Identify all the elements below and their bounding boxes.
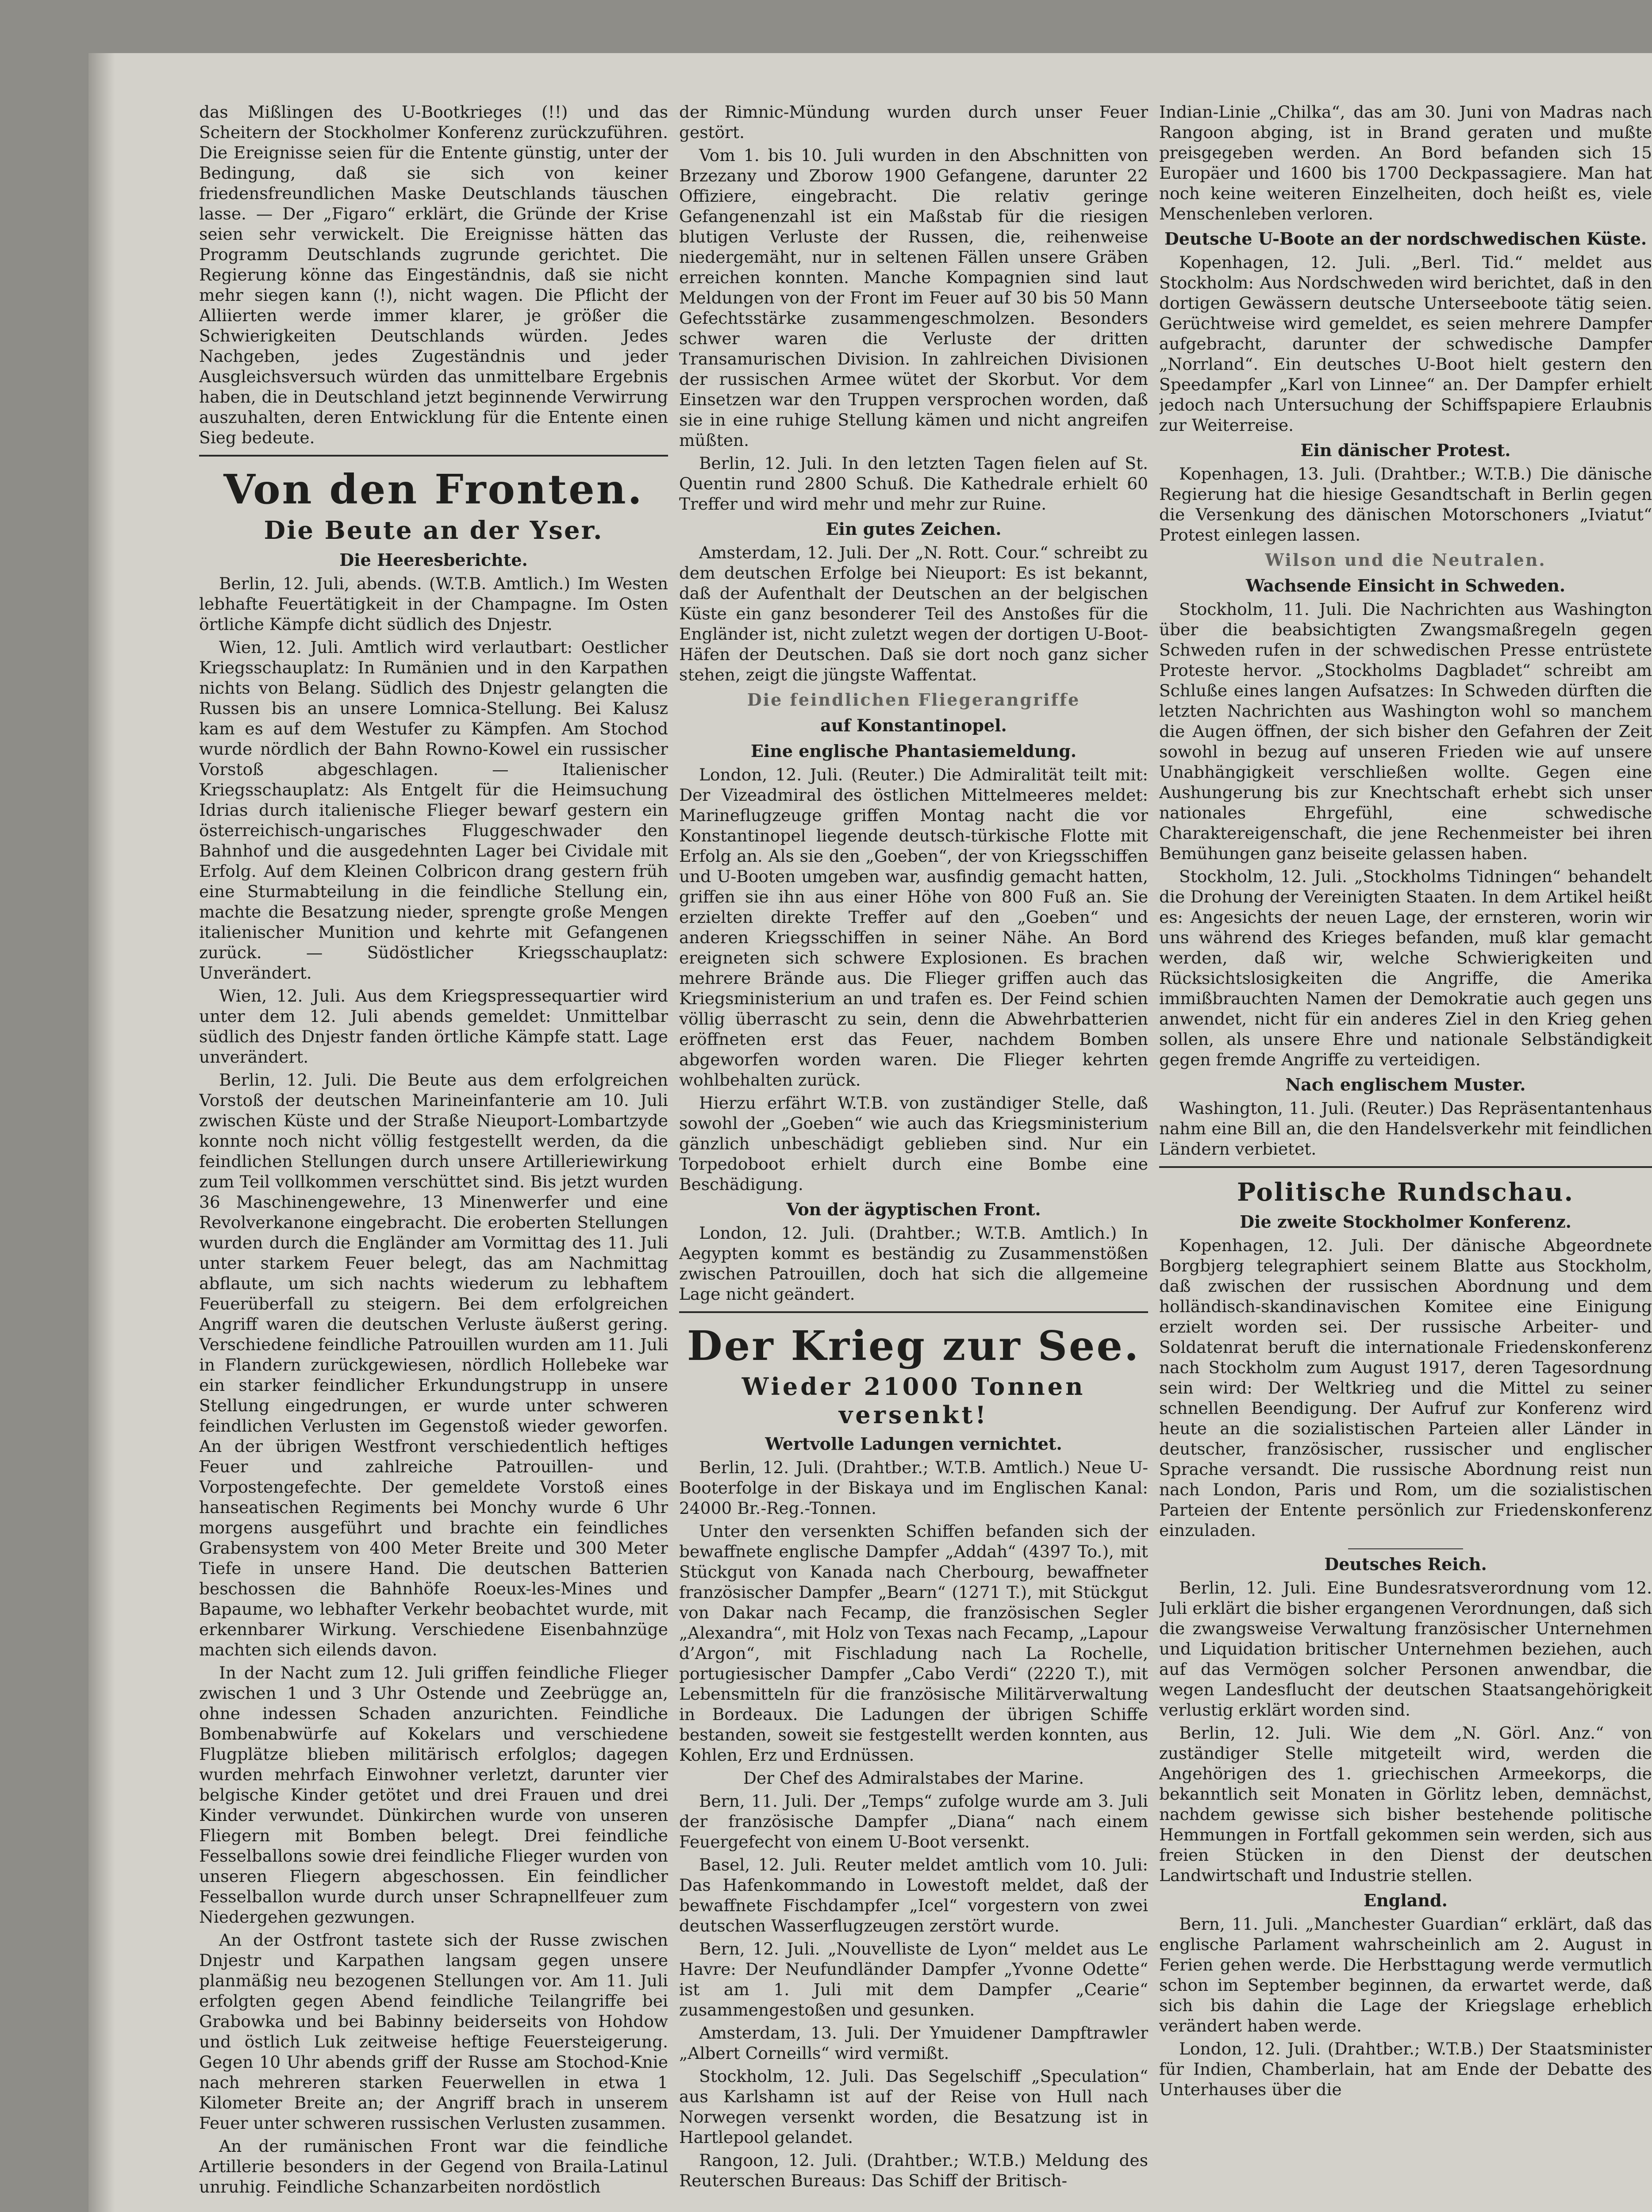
subheading: Wertvolle Ladungen vernichtet. (765, 1434, 1062, 1454)
subheading: Nach englischem Muster. (1285, 1075, 1526, 1094)
section-headline: Der Krieg zur See. (687, 1322, 1141, 1370)
article-text: An der Ostfront tastete sich der Russe zwischen Dnjestr und Karpathen langsam gegen unsere planmäßig neu bezogenen Stellungen vor. Am 11. Juli erfolgten gegen Abend feindliche Teilangriffe bei Grabowka und bei Babinny beiderseits von Hohdow und östlich Luk zeitweise heftige Feuersteigerung. Gegen 10 Uhr abends griff der Russe am Stochod-Knie nach mehreren starken Feuerwellen in etwa 1 Kilometer Breite an; der Angriff brach in unserem Feuer unter schweren russischen Verlusten zusammen. (199, 1930, 668, 2133)
article-text: Hierzu erfährt W.T.B. von zuständiger Stelle, daß sowohl der „Goeben“ wie auch das Kriegsministerium gänzlich unbeschädigt geblieben sind. Nur ein Torpedoboot erhielt durch eine Bombe eine Beschädigung. (679, 1093, 1148, 1194)
article-text: Berlin, 12. Juli. Die Beute aus dem erfolgreichen Vorstoß der deutschen Marineinfanterie am 10. Juli zwischen Küste und der Straße Nieuport-Lombartzyde konnte noch nicht völlig festgestellt werden, da die feindlichen Stellungen durch unsere Artilleriewirkung zum Teil vollkommen verschüttet sind. Bis jetzt wurden 36 Maschinengewehre, 13 Minenwerfer und eine Revolverkanone eingebracht. Die eroberten Stellungen wurden durch die Engländer am Vormittag des 11. Juli unter starkem Feuer belegt, das am Nachmittag abflaute, um sich nachts wiederum zu lebhaftem Feuerüberfall zu steigern. Bei dem erfolgreichen Angriff waren die deutschen Verluste äußerst gering. Verschiedene feindliche Patrouillen wurden am 11. Juli in Flandern zurückgewiesen, nördlich Hollebeke war ein starker feindlicher Erkundungstrupp in unsere Stellung eingedrungen, er wurde unter schweren feindlichen Verlusten im Gegenstoß wieder geworfen. An der übrigen Westfront verschiedentlich heftiges Feuer und zahlreiche Patrouillen- und Vorpostengefechte. Der gemeldete Vorstoß eines hanseatischen Regiments bei Monchy wurde 6 Uhr morgens ausgeführt und brachte ein feindliches Grabensystem von 400 Meter Breite und 300 Meter Tiefe in unsere Hand. Die deutschen Batterien beschossen die Bahnhöfe Roeux-les-Mines und Bapaume, wo lebhafter Verkehr beobachtet wurde, mit erkennbarer Wirkung. Verschiedene Eisenbahnzüge machten sich eilends davon. (199, 1070, 668, 1659)
article-text: Berlin, 12. Juli. In den letzten Tagen fielen auf St. Quentin rund 2800 Schuß. Die Kathedrale erhielt 60 Treffer und wird mehr und mehr zur Ruine. (679, 453, 1148, 514)
article-headline: Die Beute an der Yser. (264, 516, 603, 545)
subheading: Eine englische Phantasiemeldung. (750, 741, 1077, 761)
article-text: Bern, 11. Juli. Der „Temps“ zufolge wurde am 3. Juli der französische Dampfer „Diana“ nach einem Feuergefecht von einem U-Boot versenkt. (679, 1791, 1148, 1851)
article-text: Berlin, 12. Juli. (Drahtber.; W.T.B. Amtlich.) Neue U-Booterfolge in der Biskaya und im Englischen Kanal: 24000 Br.-Reg.-Tonnen. (679, 1458, 1148, 1518)
article-headline: Wieder 21000 Tonnen versenkt! (741, 1372, 1086, 1429)
subheading: Ein gutes Zeichen. (826, 519, 1002, 539)
article-text: Kopenhagen, 12. Juli. „Berl. Tid.“ meldet aus Stockholm: Aus Nordschweden wird berichtet, daß in den dortigen Gewässern deutsche Unterseeboote tätig seien. Gerüchtweise wird gemeldet, es seien mehrere Dampfer aufgebracht, darunter der schwedische Dampfer „Norrland“. Ein deutsches U-Boot hielt gestern den Speedampfer „Karl von Linnee“ an. Der Dampfer erhielt jedoch nach Untersuchung der Schiffspapiere Erlaubnis zur Weiterreise. (1159, 253, 1652, 435)
article-text: Stockholm, 11. Juli. Die Nachrichten aus Washington über die beabsichtigten Zwangsmaßregeln gegen Schweden rufen in der schwedischen Presse entrüstete Proteste hervor. „Stockholms Dagbladet“ schreibt am Schluße eines langen Aufsatzes: In Schweden dürften die letzten Nachrichten aus Washington wohl so manchem die Augen öffnen, der sich bisher den Gefahren der Zeit sowohl in bezug auf unseren Frieden wie auf unsere Unabhängigkeit verschließen wollte. Gegen eine Aushungerung bis zur Knechtschaft erhebt sich unser nationales Ehrgefühl, eine schwedische Charaktereigenschaft, die jene Rechenmeister bei ihren Bemühungen ganz beiseite gelassen haben. (1159, 599, 1652, 863)
article-text: Washington, 11. Juli. (Reuter.) Das Repräsentantenhaus nahm eine Bill an, die den Handelsverkehr mit feindlichen Ländern verbietet. (1159, 1098, 1652, 1159)
subheading: Von der ägyptischen Front. (786, 1199, 1041, 1219)
article-text: Rangoon, 12. Juli. (Drahtber.; W.T.B.) Meldung des Reuterschen Bureaus: Das Schiff der Britisch- (679, 2151, 1148, 2190)
article-text: Vom 1. bis 10. Juli wurden in den Abschnitten von Brzezany und Zborow 1900 Gefangene, darunter 22 Offiziere, eingebracht. Die relativ geringe Gefangenenzahl ist ein Maßstab für die riesigen blutigen Verluste der Russen, die, reihenweise niedergemäht, nur in seltenen Fällen unsere Gräben erreichen konnten. Manche Kompagnien sind laut Meldungen von der Front im Feuer auf 30 bis 50 Mann Gefechtsstärke zusammengeschmolzen. Besonders schwer waren die Verluste der dritten Transamurischen Division. In zahlreichen Divisionen der russischen Armee wütet der Skorbut. Vor dem Einsetzen war den Truppen versprochen worden, daß sie in eine ruhige Stellung kämen und nicht angreifen müßten. (679, 146, 1148, 450)
article-text: Kopenhagen, 13. Juli. (Drahtber.; W.T.B.) Die dänische Regierung hat die hiesige Gesandtschaft in Berlin gegen die Versenkung des dänischen Motorschoners „Iviatut“ Protest einlegen lassen. (1159, 464, 1652, 545)
article-text: London, 12. Juli. (Reuter.) Die Admiralität teilt mit: Der Vizeadmiral des östlichen Mittelmeeres meldet: Marineflugzeuge griffen Montag nacht die vor Konstantinopel liegende deutsch-türkische Flotte mit Erfolg an. Als sie den „Goeben“, der von Kriegsschiffen und U-Booten umgeben war, ausfindig gemacht hatten, griffen sie ihn aus einer Höhe von 800 Fuß an. Sie erzielten direkte Treffer auf den „Goeben“ und anderen Kriegsschiffen in seiner Nähe. An Bord ereigneten sich schwere Explosionen. Es brachen mehrere Brände aus. Die Flieger griffen auch das Kriegsministerium an und trafen es. Der Feind schien völlig überrascht zu sein, denn die Abwehrbatterien eröffneten erst das Feuer, nachdem Bomben abgeworfen worden waren. Die Flieger kehrten wohlbehalten zurück. (679, 765, 1148, 1090)
article-text: Kopenhagen, 12. Juli. Der dänische Abgeordnete Borgbjerg telegraphiert seinem Blatte aus Stockholm, daß zwischen der russischen Abordnung und dem holländisch-skandinavischen Komitee eine Einigung erzielt worden sei. Der russische Arbeiter- und Soldatenrat beruft die internationale Friedenskonferenz nach Stockholm zum August 1917, deren Tagesordnung sein wird: Der Weltkrieg und die Mittel zu seiner schnellen Beendigung. Der Aufruf zur Konferenz wird heute an die sozialistischen Parteien aller Länder in deutscher, französischer, russischer und englischer Sprache versandt. Die russische Abordnung reist nun nach London, Paris und Rom, um die sozialistischen Parteien der Entente persönlich zur Friedenskonferenz einzuladen. (1159, 1236, 1652, 1540)
column-3 (1159, 102, 1652, 2212)
subheading: Deutsches Reich. (1324, 1554, 1487, 1574)
subheading: Wachsende Einsicht in Schweden. (1245, 576, 1566, 595)
subheading: England. (1364, 1890, 1448, 1910)
article-text: der Rimnic-Mündung wurden durch unser Feuer gestört. (679, 102, 1148, 142)
article-text: London, 12. Juli. (Drahtber.; W.T.B.) Der Staatsminister für Indien, Chamberlain, hat am Ende der Debatte des Unterhauses über die (1159, 2039, 1652, 2099)
article-text: das Mißlingen des U-Bootkrieges (!!) und das Scheitern der Stockholmer Konferenz zurückzuführen. Die Ereignisse seien für die Entente günstig, unter der Bedingung, daß sie sich von keiner friedensfreundlichen Maske Deutschlands täuschen lasse. — Der „Figaro“ erklärt, die Gründe der Krise seien sehr verwickelt. Die Ereignisse hätten das Programm Deutschlands zugrunde gerichtet. Die Regierung könne das Eingeständnis, daß sie nicht mehr siegen kann (!), nicht wagen. Die Pflicht der Alliierten werde immer klarer, je größer die Schwierigkeiten Deutschlands würden. Jedes Nachgeben, jedes Zugeständnis und jeder Ausgleichsversuch würden das unmittelbare Ergebnis haben, die in Deutschland jetzt beginnende Verwirrung auszuhalten, deren Entwicklung für die Entente einen Sieg bedeute. (199, 102, 668, 447)
column-2 (679, 102, 1148, 2212)
newspaper-page (88, 53, 1652, 2212)
article-headline: Wilson und die Neutralen. (1265, 550, 1546, 570)
article-text: Berlin, 12. Juli, abends. (W.T.B. Amtlich.) Im Westen lebhafte Feuertätigkeit in der Champagne. Im Osten örtliche Kämpfe dicht südlich des Dnjestr. (199, 574, 668, 634)
subheading: Deutsche U-Boote an der nordschwedischen Küste. (1164, 229, 1647, 249)
subheading: Die zweite Stockholmer Konferenz. (1240, 1212, 1571, 1232)
article-text: Amsterdam, 12. Juli. Der „N. Rott. Cour.“ schreibt zu dem deutschen Erfolge bei Nieuport: Es ist bekannt, daß der Aufenthalt der Deutschen an der belgischen Küste ein ganz besonderer Teil des Anstoßes für die Engländer ist, nicht zuletzt wegen der dortigen U-Boot-Häfen der Deutschen. Daß sie dort noch ganz sicher stehen, zeigt die jüngste Waffentat. (679, 543, 1148, 684)
article-text: Amsterdam, 13. Juli. Der Ymuidener Dampftrawler „Albert Corneills“ wird vermißt. (679, 2023, 1148, 2063)
article-text: Wien, 12. Juli. Amtlich wird verlautbart: Oestlicher Kriegsschauplatz: In Rumänien und in den Karpathen nichts von Belang. Südlich des Dnjestr gelangten die Russen bis an unsere Lomnica-Stellung. Bei Kalusz kam es auf dem Westufer zu Kämpfen. Am Stochod wurde nördlich der Bahn Rowno-Kowel ein russischer Vorstoß abgeschlagen. — Italienischer Kriegsschauplatz: Als Entgelt für die Heimsuchung Idrias durch italienische Flieger bewarf gestern ein österreichisch-ungarisches Fluggeschwader den Bahnhof und die ausgedehnten Lager bei Cividale mit Erfolg. Auf dem Kleinen Colbricon drang gestern früh eine Sturmabteilung in die feindliche Stellung ein, machte die Besatzung nieder, sprengte große Mengen italienischer Munition und kehrte mit Gefangenen zurück. — Südöstlicher Kriegsschauplatz: Unverändert. (199, 637, 668, 983)
article-text: In der Nacht zum 12. Juli griffen feindliche Flieger zwischen 1 und 3 Uhr Ostende und Zeebrügge an, ohne indessen Schaden anzurichten. Feindliche Bombenabwürfe auf Kokelars und verschiedene Flugplätze blieben militärisch erfolglos; dagegen wurden mehrfach Einwohner verletzt, darunter vier belgische Kinder getötet und drei Frauen und drei Kinder verwundet. Dünkirchen wurde von unseren Fliegern mit Bomben belegt. Drei feindliche Fesselballons sowie drei feindliche Flieger wurden von unseren Fliegern abgeschossen. Ein feindlicher Fesselballon wurde durch unser Schrapnellfeuer zum Niedergehen gezwungen. (199, 1663, 668, 1927)
article-text: Wien, 12. Juli. Aus dem Kriegspressequartier wird unter dem 12. Juli abends gemeldet: Unmittelbar südlich des Dnjestr fanden örtliche Kämpfe statt. Lage unverändert. (199, 986, 668, 1067)
article-text: Stockholm, 12. Juli. Das Segelschiff „Speculation“ aus Karlshamn ist auf der Reise von Hull nach Norwegen versenkt worden, die Besatzung ist in Hartlepool gelandet. (679, 2066, 1148, 2147)
signature: Der Chef des Admiralstabes der Marine. (743, 1768, 1084, 1788)
article-text: Basel, 12. Juli. Reuter meldet amtlich vom 10. Juli: Das Hafenkommando in Lowestoft meldet, daß der bewaffnete Fischdampfer „Icel“ vorgestern von zwei deutschen Wasserflugzeugen zerstört wurde. (679, 1855, 1148, 1936)
article-text: Berlin, 12. Juli. Wie dem „N. Görl. Anz.“ von zuständiger Stelle mitgeteilt wird, werden die Angehörigen des 1. griechischen Armeekorps, die bekanntlich seit Monaten in Görlitz leben, demnächst, nachdem gewisse sich bisher bestehende politische Hemmungen in Fortfall gekommen sein werden, sich aus freien Stücken in den Dienst der deutschen Landwirtschaft und Industrie stellen. (1159, 1723, 1652, 1885)
section-rule (199, 455, 668, 457)
article-text: Stockholm, 12. Juli. „Stockholms Tidningen“ behandelt die Drohung der Vereinigten Staaten. In dem Artikel heißt es: Angesichts der neuen Lage, der ernsteren, worin wir uns während des Krieges befanden, muß klar gemacht werden, daß wir, welche Schwierigkeiten und Rücksichtslosigkeiten die Angriffe, die Amerika immißbrauchten Namen der Demokratie auch gegen uns anwendet, nicht für ein anderes Ziel in den Krieg gehen sollen, als unsere Ehre und nationale Selbständigkeit gegen fremde Angriffe zu verteidigen. (1159, 867, 1652, 1069)
article-text: London, 12. Juli. (Drahtber.; W.T.B. Amtlich.) In Aegypten kommt es beständig zu Zusammenstößen zwischen Patrouillen, doch hat sich die allgemeine Lage nicht geändert. (679, 1223, 1148, 1304)
divider (1348, 1548, 1463, 1549)
article-text: Berlin, 12. Juli. Eine Bundesratsverordnung vom 12. Juli erklärt die bisher ergangenen Verordnungen, daß sich die zwangsweise Verwaltung französischer Unternehmen und Liquidation britischer Unternehmen beziehen, auch auf das Vermögen solcher Personen anwendbar, die wegen Landesflucht der deutschen Staatsangehörigkeit verlustig erklärt worden sind. (1159, 1578, 1652, 1720)
article-text: Bern, 11. Juli. „Manchester Guardian“ erklärt, daß das englische Parlament wahrscheinlich am 2. August in Ferien gehen werde. Die Herbsttagung werde vermutlich schon im September beginnen, da erwartet werde, daß sich bis dahin die Lage der Kriegslage erheblich verändert haben werde. (1159, 1914, 1652, 2035)
article-text: An der rumänischen Front war die feindliche Artillerie besonders in der Gegend von Braila-Latinul unruhig. Feindliche Schanzarbeiten nordöstlich (199, 2136, 668, 2197)
article-headline: Die feindlichen Fliegerangriffe (747, 690, 1080, 710)
article-text: Unter den versenkten Schiffen befanden sich der bewaffnete englische Dampfer „Addah“ (4397 To.), mit Stückgut von Kanada nach Cherbourg, bewaffneter französischer Dampfer „Bearn“ (1271 T.), mit Stückgut von Dakar nach Fecamp, die französischen Segler „Alexandra“, mit Holz von Texas nach Fecamp, „Lapour d’Argon“, mit Fischladung nach La Rochelle, portugiesischer Dampfer „Cabo Verdi“ (2220 T.), mit Lebensmitteln für die französische Militärverwaltung in Bordeaux. Die Ladungen der übrigen Schiffe bestanden, soweit sie festgestellt werden konnten, aus Kohlen, Erz und Erdnüssen. (679, 1521, 1148, 1765)
column-1 (199, 102, 668, 2212)
subheading: Die Heeresberichte. (339, 550, 528, 570)
section-rule (1159, 1166, 1652, 1168)
article-text: Indian-Linie „Chilka“, das am 30. Juni von Madras nach Rangoon abging, ist in Brand geraten und mußte preisgegeben werden. An Bord befanden sich 15 Europäer und 1600 bis 1700 Deckpassagiere. Man hat noch keine weiteren Einzelheiten, doch heißt es, viele Menschenleben verloren. (1159, 102, 1652, 223)
article-text: Bern, 12. Juli. „Nouvelliste de Lyon“ meldet aus Le Havre: Der Neufundländer Dampfer „Yvonne Odette“ ist am 1. Juli mit dem Dampfer „Cearie“ zusammengestoßen und gesunken. (679, 1939, 1148, 2020)
subheading: Ein dänischer Protest. (1300, 440, 1511, 460)
section-headline: Politische Rundschau. (1237, 1178, 1575, 1207)
article-headline: auf Konstantinopel. (820, 715, 1007, 735)
section-rule (679, 1311, 1148, 1313)
section-headline: Von den Fronten. (223, 465, 644, 513)
